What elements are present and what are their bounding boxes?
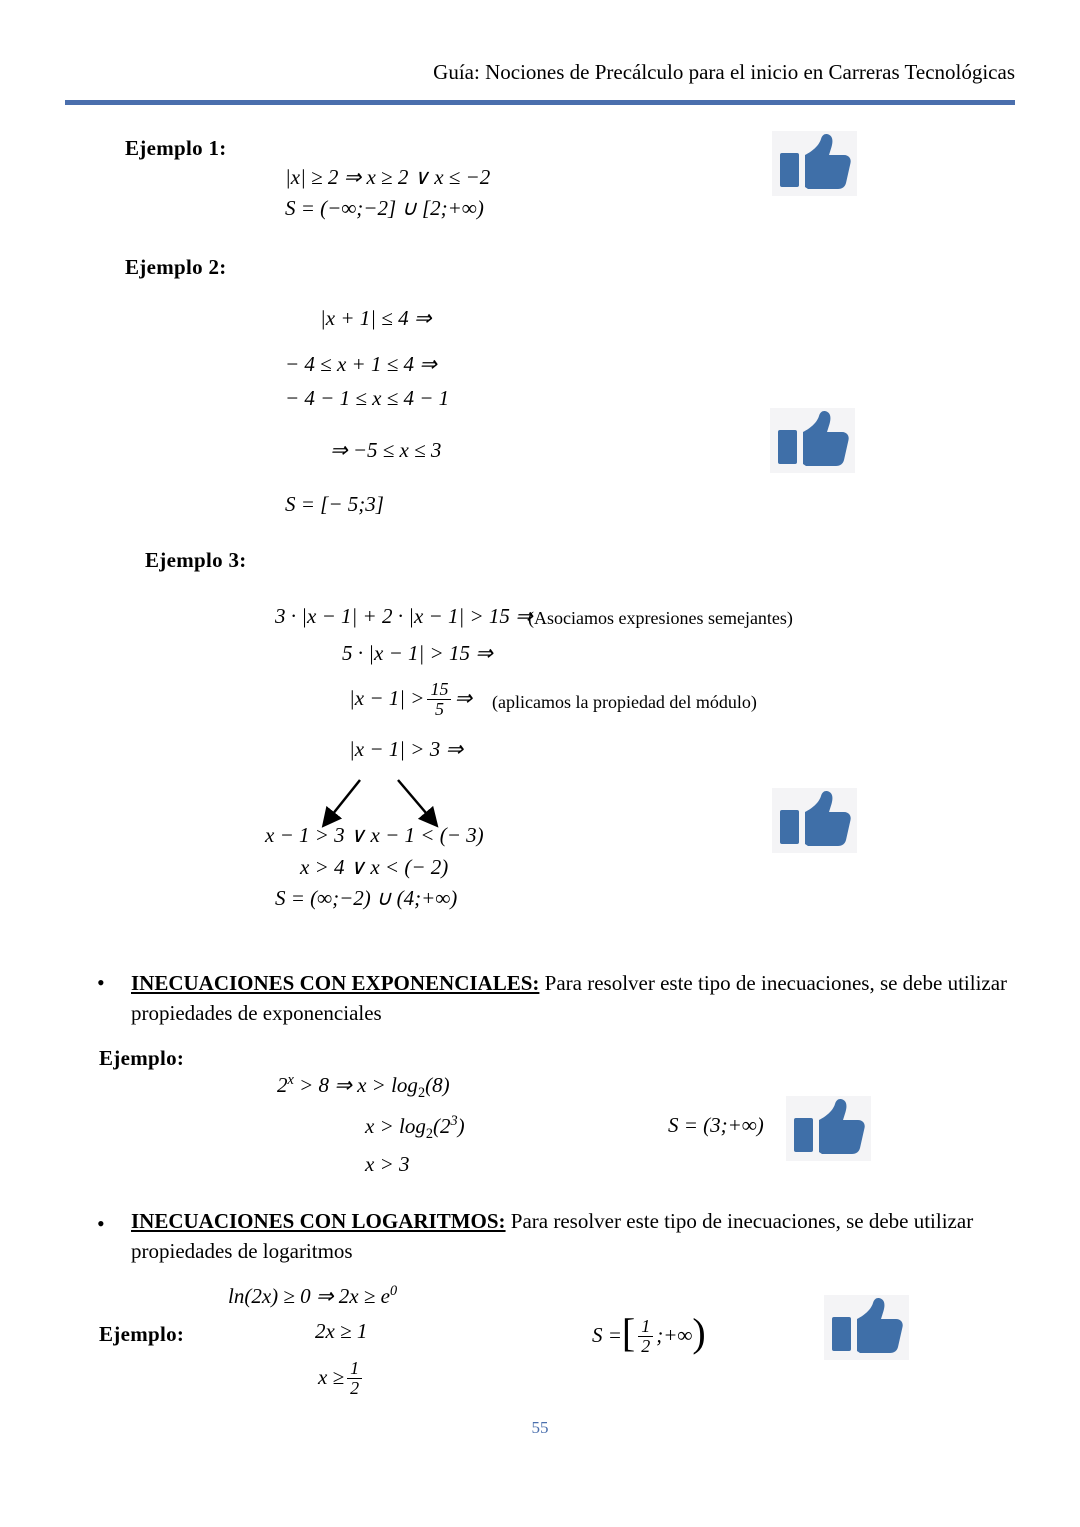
log1-prefix: ln(2x) ≥ 0 ⇒ 2x ≥ e bbox=[228, 1284, 390, 1308]
exp2-log-base: 2 bbox=[425, 1126, 433, 1143]
log3-prefix: x ≥ bbox=[318, 1365, 345, 1390]
thumbs-up-icon bbox=[772, 788, 857, 853]
example-2-line-2: − 4 ≤ x + 1 ≤ 4 ⇒ bbox=[285, 352, 437, 376]
example-3-line-6: x > 4 ∨ x < (− 2) bbox=[300, 855, 449, 879]
exp-exponent: x bbox=[287, 1072, 294, 1088]
fraction-15-5 bbox=[427, 680, 451, 719]
exp2-prefix: x > log bbox=[365, 1114, 426, 1138]
exponentials-line-3: x > 3 bbox=[365, 1152, 410, 1176]
example-3-line-3-prefix: |x − 1| > bbox=[349, 686, 425, 711]
fraction-numerator: 15 bbox=[430, 679, 449, 699]
thumbs-up-icon bbox=[824, 1295, 909, 1360]
exp2-end: ) bbox=[457, 1114, 465, 1138]
fraction-denominator: 5 bbox=[427, 699, 451, 719]
log-solution-prefix: S = bbox=[592, 1323, 622, 1348]
fraction-numerator: 1 bbox=[350, 1358, 360, 1378]
example-3-line-4: |x − 1| > 3 ⇒ bbox=[349, 737, 464, 761]
exponentials-paragraph bbox=[131, 968, 1011, 1028]
exponentials-example-label: Ejemplo: bbox=[99, 1046, 185, 1070]
exp2-tail: (2 bbox=[432, 1114, 451, 1138]
logarithms-text: Para resolver este tipo de inecuaciones, se debe utilizar propiedades de logaritmos bbox=[131, 1209, 974, 1263]
thumbs-up-icon bbox=[772, 131, 857, 196]
fraction-numerator: 1 bbox=[641, 1316, 651, 1336]
example-3-line-3 bbox=[349, 681, 472, 720]
example-2-line-4: ⇒ −5 ≤ x ≤ 3 bbox=[330, 438, 442, 462]
logarithms-line-3 bbox=[318, 1360, 365, 1399]
logarithms-paragraph bbox=[131, 1206, 1011, 1266]
logarithms-solution bbox=[592, 1310, 706, 1357]
logarithms-line-2: 2x ≥ 1 bbox=[315, 1319, 368, 1343]
example-3-line-5: x − 1 > 3 ∨ x − 1 < (− 3) bbox=[265, 823, 484, 847]
example-1-line-2: S = (−∞;−2] ∪ [2;+∞) bbox=[285, 196, 484, 220]
page-header-title: Guía: Nociones de Precálculo para el inicio en Carreras Tecnológicas bbox=[433, 60, 1015, 84]
exp-tail: (8) bbox=[425, 1073, 450, 1097]
example-3-note-2: (aplicamos la propiedad del módulo) bbox=[492, 692, 757, 712]
fraction-denominator: 2 bbox=[638, 1336, 653, 1356]
example-3-line-2: 5 · |x − 1| > 15 ⇒ bbox=[342, 641, 493, 665]
exponentials-line-2 bbox=[365, 1113, 465, 1143]
bullet-marker-logarithms: • bbox=[97, 1211, 105, 1236]
example-3-line-7: S = (∞;−2) ∪ (4;+∞) bbox=[275, 886, 458, 910]
fraction-1-2 bbox=[347, 1359, 362, 1398]
example-3-line-1: 3 · |x − 1| + 2 · |x − 1| > 15 ⇒ bbox=[275, 604, 533, 628]
exponentials-line-1 bbox=[277, 1072, 450, 1102]
fraction-1-2-solution bbox=[638, 1317, 653, 1356]
exp-log-base: 2 bbox=[417, 1085, 426, 1102]
exp2-exponent: 3 bbox=[450, 1113, 458, 1129]
right-paren: ) bbox=[692, 1310, 706, 1356]
exp-rest: > 8 ⇒ x > log bbox=[293, 1073, 418, 1097]
example-2-line-1: |x + 1| ≤ 4 ⇒ bbox=[320, 306, 432, 330]
left-bracket: [ bbox=[621, 1310, 636, 1356]
header-divider bbox=[65, 100, 1015, 105]
example-2-line-3: − 4 − 1 ≤ x ≤ 4 − 1 bbox=[285, 386, 450, 410]
exponentials-heading: INECUACIONES CON EXPONENCIALES: bbox=[131, 971, 540, 995]
log1-exponent: 0 bbox=[389, 1283, 398, 1299]
exponentials-text: Para resolver este tipo de inecuaciones, se debe utilizar propiedades de exponenciales bbox=[131, 971, 1008, 1025]
example-2-label: Ejemplo 2: bbox=[125, 255, 227, 279]
thumbs-up-icon bbox=[770, 408, 855, 473]
logarithms-heading: INECUACIONES CON LOGARITMOS: bbox=[131, 1209, 506, 1233]
example-3-note-1: (Asociamos expresiones semejantes) bbox=[528, 608, 793, 628]
fraction-denominator: 2 bbox=[347, 1378, 362, 1398]
logarithms-line-1 bbox=[228, 1283, 397, 1309]
example-3-line-3-suffix: ⇒ bbox=[454, 686, 473, 711]
example-3-label: Ejemplo 3: bbox=[145, 548, 247, 572]
exponentials-solution: S = (3;+∞) bbox=[668, 1113, 764, 1137]
page-number: 55 bbox=[531, 1418, 549, 1437]
exp-base: 2 bbox=[277, 1073, 288, 1097]
log-solution-tail: ;+∞ bbox=[656, 1323, 693, 1348]
example-1-line-1: |x| ≥ 2 ⇒ x ≥ 2 ∨ x ≤ −2 bbox=[285, 165, 491, 189]
example-2-line-5: S = [− 5;3] bbox=[285, 492, 384, 516]
example-1-label: Ejemplo 1: bbox=[125, 136, 227, 160]
thumbs-up-icon bbox=[786, 1096, 871, 1161]
logarithms-example-label: Ejemplo: bbox=[99, 1322, 185, 1346]
bullet-marker-exponentials: • bbox=[97, 970, 105, 995]
